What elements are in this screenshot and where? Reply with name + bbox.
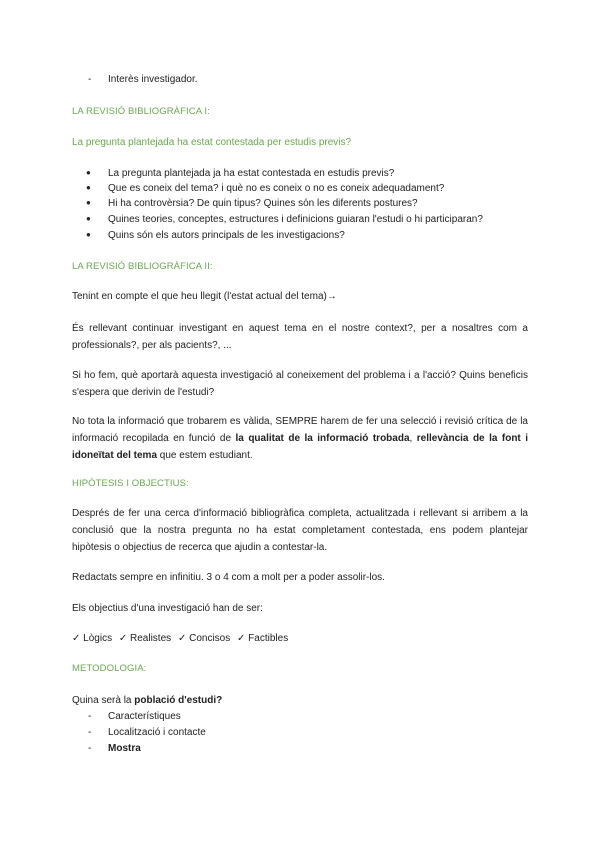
bullet-marker: ●	[86, 230, 91, 239]
bullet-marker: ●	[86, 183, 91, 192]
paragraph-line	[72, 430, 528, 447]
check-item: ✓ Realistes	[118, 633, 172, 644]
paragraph-line: hipòtesis o objectius de recerca que ajudin a contestar-la.	[72, 542, 328, 553]
bullet-item	[86, 166, 394, 181]
bold-text: idoneïtat del tema	[72, 450, 158, 461]
bold-text: població d'estudi?	[134, 695, 223, 706]
paragraph-line	[72, 447, 528, 464]
paragraph-line: Si ho fem, què aportarà aquesta investigació al coneixement del problema i a l'acció? Quins beneficis	[72, 370, 528, 381]
check-item: ✓ Lògics	[72, 633, 113, 644]
paragraph	[72, 320, 528, 354]
paragraph	[72, 367, 528, 401]
list-item-text: Interès investigador.	[108, 74, 198, 85]
bullet-item	[86, 212, 483, 227]
text-run: ,	[409, 433, 417, 444]
paragraph: Redactats sempre en infinitiu. 3 o 4 com a molt per a poder assolir-los.	[72, 572, 385, 583]
bullet-item	[86, 181, 444, 196]
question-text	[72, 694, 222, 708]
bullet-item	[86, 196, 418, 211]
list-item	[88, 742, 141, 756]
paragraph-line: Després de fer una cerca d'informació bibliogràfica completa, actualitzada i rellevant si arribem a la	[72, 508, 528, 519]
text-run: Quina serà la	[72, 695, 135, 706]
check-item: ✓ Factibles	[237, 633, 289, 644]
dash-marker: -	[88, 74, 92, 85]
text-run: informació recopilada en funció de	[72, 433, 236, 444]
list-item	[88, 710, 181, 724]
paragraph-line: professionals?, per als pacients?, ...	[72, 340, 232, 351]
check-item: ✓ Concisos	[177, 633, 231, 644]
paragraph-line: s'espera que derivin de l'estudi?	[72, 387, 215, 398]
dash-marker: -	[88, 727, 92, 738]
bullet-text: Quines teories, conceptes, estructures i definicions guiaran l'estudi o hi participaran?	[108, 214, 483, 225]
bold-text: la qualitat de la informació trobada	[235, 433, 410, 444]
paragraph-line: No tota la informació que trobarem es vàlida, SEMPRE harem de fer una selecció i revisió crítica de la	[72, 416, 528, 427]
text-run: que estem estudiant.	[157, 450, 253, 461]
bullet-marker: ●	[86, 168, 91, 177]
objectives-checklist	[72, 632, 292, 646]
bullet-text: La pregunta plantejada ja ha estat contestada en estudis previs?	[108, 168, 395, 179]
list-item-text: Localització i contacte	[108, 727, 206, 738]
list-item	[88, 73, 198, 87]
dash-marker: -	[88, 743, 92, 754]
bullet-text: Que es coneix del tema? i què no es coneix o no es coneix adequadament?	[108, 183, 445, 194]
section-heading: METODOLOGIA:	[72, 663, 147, 674]
section-subheading: La pregunta plantejada ha estat contestada per estudis previs?	[72, 137, 352, 148]
bullet-text: Quins són els autors principals de les investigacions?	[108, 230, 345, 241]
section-heading: HIPÒTESIS I OBJECTIUS:	[72, 478, 189, 489]
paragraph-line: És rellevant continuar investigant en aquest tema en el nostre context?, per a nosaltres com a	[72, 323, 528, 334]
section-heading: LA REVISIÓ BIBLIOGRÀFICA I:	[72, 106, 210, 117]
list-item-text: Característiques	[108, 711, 181, 722]
bullet-marker: ●	[86, 198, 91, 207]
list-item	[88, 726, 206, 740]
paragraph	[72, 505, 528, 556]
intro-text: Tenint en compte el que heu llegit (l'estat actual del tema)→	[72, 291, 337, 302]
section-heading: LA REVISIÓ BIBLIOGRÀFICA II:	[72, 261, 213, 272]
paragraph	[72, 413, 528, 464]
bold-text: rellevància de la font i	[416, 433, 529, 444]
paragraph: Els objectius d'una investigació han de ser:	[72, 603, 263, 614]
list-item-text: Mostra	[108, 743, 141, 754]
paragraph-line: conclusió que la nostra pregunta no ha estat completament contestada, ens podem plantejar	[72, 525, 528, 536]
bullet-text: Hi ha controvèrsia? De quin tipus? Quines són les diferents postures?	[108, 198, 418, 209]
bullet-marker: ●	[86, 214, 91, 223]
bullet-item	[86, 228, 345, 243]
dash-marker: -	[88, 711, 92, 722]
